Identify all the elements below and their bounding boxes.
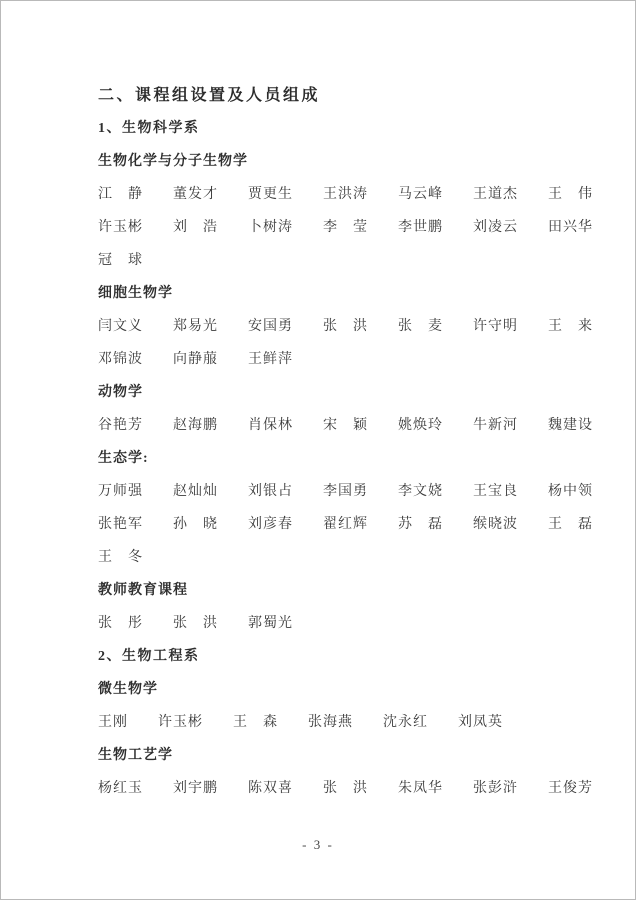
name-row: 杨红玉 刘宇鹏 陈双喜 张 洪 朱凤华 张彭浒 王俊芳 (98, 780, 593, 796)
name-row: 江 静 董发才 贾更生 王洪涛 马云峰 王道杰 王 伟 (98, 186, 593, 202)
group-title-bioprocess: 生物工艺学 (98, 747, 173, 763)
name-row: 王刚 许玉彬 王 森 张海燕 沈永红 刘凤英 (98, 714, 503, 730)
group-title-zoology: 动物学 (98, 384, 143, 400)
name-row: 闫文义 郑易光 安国勇 张 洪 张 麦 许守明 王 来 (98, 318, 593, 334)
group-title-biochemistry: 生物化学与分子生物学 (98, 153, 248, 169)
name-row: 王 冬 (98, 549, 143, 565)
page-number: - 3 - (302, 837, 334, 852)
name-row: 谷艳芳 赵海鹏 肖保林 宋 颖 姚焕玲 牛新河 魏建设 (98, 417, 593, 433)
name-row: 张 彤 张 洪 郭蜀光 (98, 615, 293, 631)
section-heading-biological-science: 1、生物科学系 (98, 120, 200, 136)
name-row: 万师强 赵灿灿 刘银占 李国勇 李文娆 王宝良 杨中领 (98, 483, 593, 499)
group-title-cell-biology: 细胞生物学 (98, 285, 173, 301)
section-heading-bioengineering: 2、生物工程系 (98, 648, 200, 664)
document-content (98, 77, 595, 803)
page-title: 二、课程组设置及人员组成 (98, 87, 321, 104)
name-row: 张艳军 孙 晓 刘彦春 翟红辉 苏 磊 缑晓波 王 磊 (98, 516, 593, 532)
name-row: 邓锦波 向静菔 王鲜萍 (98, 351, 293, 367)
name-row: 许玉彬 刘 浩 卜树涛 李 莹 李世鹏 刘凌云 田兴华 (98, 219, 593, 235)
group-title-microbiology: 微生物学 (98, 681, 158, 697)
group-title-teacher-education: 教师教育课程 (98, 582, 188, 598)
name-row: 冠 球 (98, 252, 143, 268)
group-title-ecology: 生态学: (98, 450, 149, 466)
